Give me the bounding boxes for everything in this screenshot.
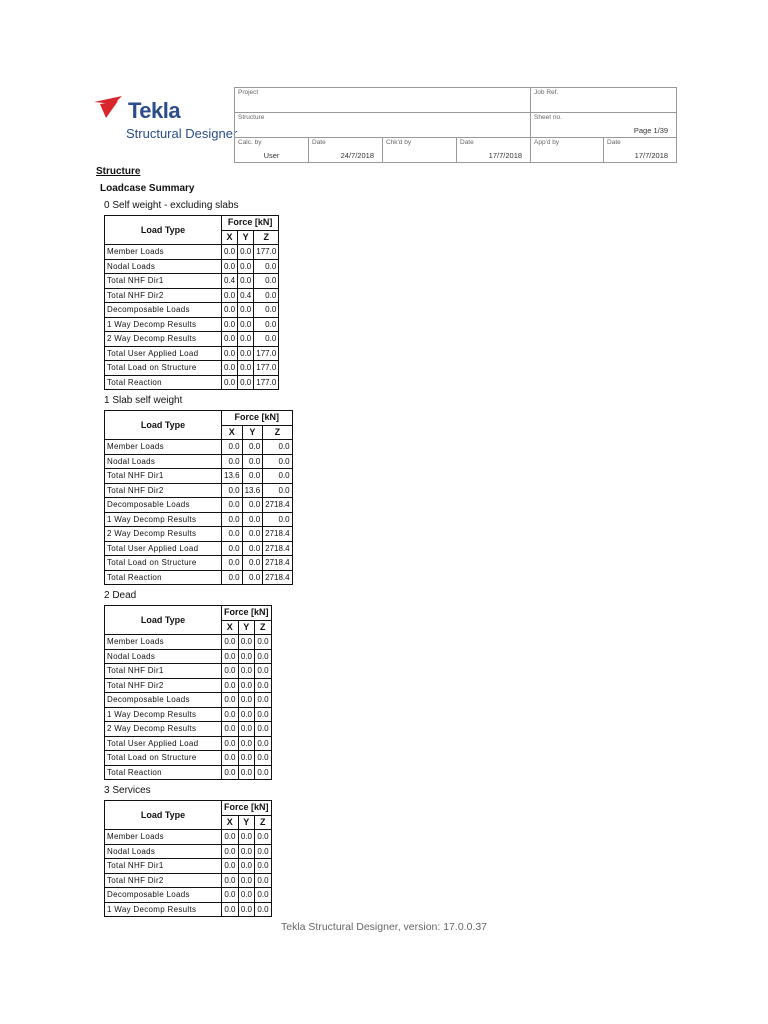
z-value: 0.0 <box>255 859 272 874</box>
z-header: Z <box>255 815 272 830</box>
table-row <box>105 556 293 571</box>
x-value: 0.0 <box>222 245 238 260</box>
z-value: 0.0 <box>263 454 292 469</box>
loadcase-title: 2 Dead <box>104 590 137 601</box>
table-row <box>105 570 293 585</box>
z-value: 0.0 <box>255 707 272 722</box>
force-header: Force [kN] <box>222 216 279 231</box>
table-row <box>105 859 272 874</box>
table-row <box>105 375 279 390</box>
x-value: 0.0 <box>222 722 239 737</box>
x-value: 0.0 <box>222 527 243 542</box>
z-value: 0.0 <box>255 844 272 859</box>
job-ref-cell: Job Ref. <box>531 88 677 113</box>
sheet-no-cell: Sheet no. Page 1/39 <box>531 113 677 138</box>
x-value: 0.0 <box>222 454 243 469</box>
table-row <box>105 693 272 708</box>
x-value: 0.0 <box>222 902 239 917</box>
table-row <box>105 346 279 361</box>
loadcase-block <box>104 394 293 585</box>
row-label: 1 Way Decomp Results <box>105 512 222 527</box>
force-header: Force [kN] <box>222 801 272 816</box>
load-type-header: Load Type <box>105 801 222 830</box>
z-value: 0.0 <box>254 303 279 318</box>
y-value: 0.0 <box>238 649 255 664</box>
y-value: 0.0 <box>238 693 255 708</box>
z-value: 0.0 <box>254 317 279 332</box>
chkd-by-cell: Chk'd by <box>383 138 457 163</box>
y-value: 0.0 <box>238 736 255 751</box>
table-row <box>105 830 272 845</box>
x-value: 0.0 <box>222 736 239 751</box>
table-row <box>105 707 272 722</box>
row-label: Member Loads <box>105 830 222 845</box>
row-label: Decomposable Loads <box>105 303 222 318</box>
loadcase-title: 0 Self weight - excluding slabs <box>104 200 239 211</box>
table-row <box>105 274 279 289</box>
y-value: 0.0 <box>238 375 254 390</box>
y-value: 13.6 <box>242 483 263 498</box>
z-value: 0.0 <box>263 483 292 498</box>
x-value: 0.0 <box>222 512 243 527</box>
z-value: 0.0 <box>255 649 272 664</box>
structure-cell: Structure <box>235 113 531 138</box>
x-value: 0.0 <box>222 635 239 650</box>
x-value: 0.0 <box>222 765 239 780</box>
z-value: 0.0 <box>263 440 292 455</box>
z-value: 0.0 <box>255 722 272 737</box>
date1-cell: Date 24/7/2018 <box>309 138 383 163</box>
row-label: Total Reaction <box>105 375 222 390</box>
table-row <box>105 751 272 766</box>
y-value: 0.0 <box>242 469 263 484</box>
row-label: Member Loads <box>105 635 222 650</box>
row-label: Decomposable Loads <box>105 888 222 903</box>
z-header: Z <box>254 230 279 245</box>
x-value: 0.0 <box>222 541 243 556</box>
y-value: 0.0 <box>242 512 263 527</box>
x-value: 0.0 <box>222 707 239 722</box>
y-value: 0.0 <box>238 722 255 737</box>
row-label: Total User Applied Load <box>105 346 222 361</box>
loadcase-title: 3 Services <box>104 785 151 796</box>
z-value: 0.0 <box>255 902 272 917</box>
table-row <box>105 361 279 376</box>
section-title: Structure <box>96 166 141 177</box>
row-label: 1 Way Decomp Results <box>105 902 222 917</box>
x-value: 0.0 <box>222 859 239 874</box>
y-value: 0.0 <box>242 527 263 542</box>
z-value: 0.0 <box>263 512 292 527</box>
table-row <box>105 288 279 303</box>
header-info-table <box>234 87 677 163</box>
table-row <box>105 873 272 888</box>
y-value: 0.0 <box>242 454 263 469</box>
y-header: Y <box>238 620 255 635</box>
x-value: 0.4 <box>222 274 238 289</box>
loadcase-title: 1 Slab self weight <box>104 395 183 406</box>
row-label: Total NHF Dir1 <box>105 664 222 679</box>
loadcase-table <box>104 800 272 917</box>
table-row <box>105 902 272 917</box>
y-value: 0.0 <box>238 859 255 874</box>
z-value: 0.0 <box>255 693 272 708</box>
z-value: 2718.4 <box>263 556 292 571</box>
brand-subtitle: Structural Designer <box>126 126 238 141</box>
row-label: Total NHF Dir1 <box>105 469 222 484</box>
y-value: 0.0 <box>238 751 255 766</box>
x-value: 0.0 <box>222 678 239 693</box>
z-value: 0.0 <box>255 873 272 888</box>
z-value: 0.0 <box>255 635 272 650</box>
z-header: Z <box>263 425 292 440</box>
y-value: 0.0 <box>238 317 254 332</box>
table-row <box>105 259 279 274</box>
y-value: 0.0 <box>238 830 255 845</box>
y-value: 0.0 <box>238 346 254 361</box>
x-value: 0.0 <box>222 361 238 376</box>
x-value: 0.0 <box>222 570 243 585</box>
table-row <box>105 649 272 664</box>
row-label: Nodal Loads <box>105 454 222 469</box>
table-row <box>105 483 293 498</box>
z-value: 0.0 <box>255 888 272 903</box>
y-header: Y <box>238 230 254 245</box>
table-row <box>105 635 272 650</box>
row-label: Total NHF Dir2 <box>105 483 222 498</box>
x-value: 0.0 <box>222 844 239 859</box>
x-value: 0.0 <box>222 317 238 332</box>
x-value: 0.0 <box>222 440 243 455</box>
x-value: 0.0 <box>222 288 238 303</box>
loadcase-block <box>104 589 272 780</box>
row-label: Total User Applied Load <box>105 736 222 751</box>
force-header: Force [kN] <box>222 411 293 426</box>
x-value: 0.0 <box>222 332 238 347</box>
y-value: 0.0 <box>238 707 255 722</box>
loadcase-table <box>104 605 272 780</box>
z-value: 2718.4 <box>263 570 292 585</box>
row-label: Nodal Loads <box>105 259 222 274</box>
brand-name: Tekla <box>128 98 181 123</box>
footer-version: Tekla Structural Designer, version: 17.0.0.37 <box>280 921 488 933</box>
y-value: 0.0 <box>242 556 263 571</box>
table-row <box>105 527 293 542</box>
z-value: 177.0 <box>254 346 279 361</box>
z-value: 0.0 <box>255 736 272 751</box>
x-value: 0.0 <box>222 830 239 845</box>
table-row <box>105 332 279 347</box>
y-value: 0.0 <box>242 440 263 455</box>
loadcase-block <box>104 784 272 917</box>
y-value: 0.0 <box>238 664 255 679</box>
z-value: 2718.4 <box>263 498 292 513</box>
row-label: 1 Way Decomp Results <box>105 317 222 332</box>
row-label: Total Reaction <box>105 765 222 780</box>
row-label: Total NHF Dir2 <box>105 873 222 888</box>
y-value: 0.0 <box>238 902 255 917</box>
x-value: 0.0 <box>222 259 238 274</box>
x-value: 0.0 <box>222 375 238 390</box>
y-value: 0.0 <box>242 498 263 513</box>
y-value: 0.4 <box>238 288 254 303</box>
table-row <box>105 765 272 780</box>
load-type-header: Load Type <box>105 411 222 440</box>
z-value: 0.0 <box>255 751 272 766</box>
load-type-header: Load Type <box>105 606 222 635</box>
loadcase-table <box>104 215 279 390</box>
project-cell: Project <box>235 88 531 113</box>
row-label: Member Loads <box>105 440 222 455</box>
z-value: 177.0 <box>254 361 279 376</box>
y-value: 0.0 <box>238 873 255 888</box>
table-row <box>105 888 272 903</box>
x-value: 13.6 <box>222 469 243 484</box>
row-label: Total NHF Dir1 <box>105 274 222 289</box>
z-value: 177.0 <box>254 375 279 390</box>
table-row <box>105 722 272 737</box>
table-row <box>105 498 293 513</box>
table-row <box>105 317 279 332</box>
table-row <box>105 844 272 859</box>
row-label: Decomposable Loads <box>105 693 222 708</box>
z-value: 0.0 <box>255 765 272 780</box>
x-value: 0.0 <box>222 498 243 513</box>
z-value: 0.0 <box>255 830 272 845</box>
y-value: 0.0 <box>242 541 263 556</box>
z-value: 0.0 <box>263 469 292 484</box>
table-row <box>105 678 272 693</box>
x-header: X <box>222 620 239 635</box>
x-value: 0.0 <box>222 483 243 498</box>
row-label: 2 Way Decomp Results <box>105 722 222 737</box>
z-value: 0.0 <box>254 332 279 347</box>
row-label: Total Reaction <box>105 570 222 585</box>
z-value: 0.0 <box>255 678 272 693</box>
x-value: 0.0 <box>222 873 239 888</box>
table-row <box>105 736 272 751</box>
y-value: 0.0 <box>238 274 254 289</box>
loadcase-table <box>104 410 293 585</box>
y-value: 0.0 <box>238 361 254 376</box>
row-label: Nodal Loads <box>105 844 222 859</box>
x-value: 0.0 <box>222 693 239 708</box>
row-label: 2 Way Decomp Results <box>105 332 222 347</box>
table-row <box>105 440 293 455</box>
z-header: Z <box>255 620 272 635</box>
z-value: 2718.4 <box>263 541 292 556</box>
y-value: 0.0 <box>238 765 255 780</box>
x-header: X <box>222 425 243 440</box>
x-value: 0.0 <box>222 649 239 664</box>
tekla-logo-icon <box>92 88 128 122</box>
y-value: 0.0 <box>238 844 255 859</box>
x-header: X <box>222 230 238 245</box>
row-label: Total NHF Dir1 <box>105 859 222 874</box>
y-value: 0.0 <box>238 888 255 903</box>
date3-cell: Date 17/7/2018 <box>604 138 677 163</box>
page-number: Page 1/39 <box>633 126 669 135</box>
date2-cell: Date 17/7/2018 <box>457 138 531 163</box>
row-label: Total Load on Structure <box>105 361 222 376</box>
row-label: Total User Applied Load <box>105 541 222 556</box>
x-value: 0.0 <box>222 556 243 571</box>
table-row <box>105 664 272 679</box>
z-value: 177.0 <box>254 245 279 260</box>
loadcase-block <box>104 199 279 390</box>
y-value: 0.0 <box>242 570 263 585</box>
z-value: 0.0 <box>254 274 279 289</box>
row-label: Member Loads <box>105 245 222 260</box>
x-value: 0.0 <box>222 664 239 679</box>
row-label: Decomposable Loads <box>105 498 222 513</box>
row-label: Total Load on Structure <box>105 751 222 766</box>
force-header: Force [kN] <box>222 606 272 621</box>
y-value: 0.0 <box>238 303 254 318</box>
row-label: 2 Way Decomp Results <box>105 527 222 542</box>
calc-by-cell: Calc. by User <box>235 138 309 163</box>
table-row <box>105 512 293 527</box>
row-label: Nodal Loads <box>105 649 222 664</box>
y-value: 0.0 <box>238 259 254 274</box>
y-value: 0.0 <box>238 635 255 650</box>
tekla-logo <box>92 88 238 162</box>
table-row <box>105 454 293 469</box>
appd-by-cell: App'd by <box>531 138 604 163</box>
load-type-header: Load Type <box>105 216 222 245</box>
row-label: Total NHF Dir2 <box>105 678 222 693</box>
x-value: 0.0 <box>222 346 238 361</box>
row-label: Total NHF Dir2 <box>105 288 222 303</box>
x-value: 0.0 <box>222 303 238 318</box>
y-value: 0.0 <box>238 332 254 347</box>
table-row <box>105 541 293 556</box>
z-value: 0.0 <box>255 664 272 679</box>
z-value: 2718.4 <box>263 527 292 542</box>
row-label: 1 Way Decomp Results <box>105 707 222 722</box>
y-header: Y <box>238 815 255 830</box>
z-value: 0.0 <box>254 288 279 303</box>
table-row <box>105 245 279 260</box>
x-value: 0.0 <box>222 888 239 903</box>
y-value: 0.0 <box>238 245 254 260</box>
x-value: 0.0 <box>222 751 239 766</box>
row-label: Total Load on Structure <box>105 556 222 571</box>
y-header: Y <box>242 425 263 440</box>
y-value: 0.0 <box>238 678 255 693</box>
subsection-title: Loadcase Summary <box>100 183 195 194</box>
table-row <box>105 469 293 484</box>
x-header: X <box>222 815 239 830</box>
table-row <box>105 303 279 318</box>
z-value: 0.0 <box>254 259 279 274</box>
